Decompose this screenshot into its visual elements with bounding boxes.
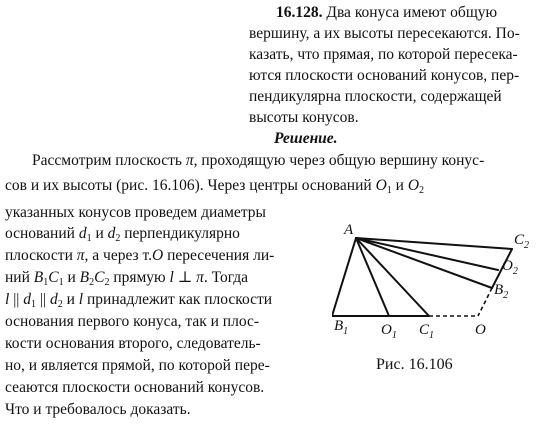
label-B1: $B_1$: [334, 318, 349, 337]
problem-line-2: вершину, а их высоты пересекаются. По-: [249, 25, 520, 42]
problem-line-1: [276, 3, 497, 22]
figure-caption: Рис. 16.106: [376, 356, 453, 373]
figure-16-106: [332, 218, 537, 348]
problem-number: 16.128.: [276, 4, 323, 21]
problem-line-5: пендикулярна плоскости, содержащей: [249, 88, 502, 105]
label-B2: $B_2$: [494, 282, 509, 301]
label-C1: $C_1$: [419, 322, 435, 341]
solution-line-4: оснований $d_1$ и $d_2$ перпендикулярно: [5, 225, 240, 244]
label-O1: $O_1$: [381, 322, 397, 341]
label-C2: $C_2$: [514, 232, 530, 251]
solution-line-7: l || $d_1$ || $d_2$ и l принадлежит как плоскости: [5, 291, 273, 310]
edge-A-O1: [356, 238, 389, 316]
solution-line-12: Что и требовалось доказать.: [5, 401, 191, 418]
problem-line-3: казать, что прямая, по которой пересека-: [249, 46, 518, 63]
problem-line-4: ются плоскости оснований конусов, пер-: [249, 67, 520, 84]
solution-heading: Решение.: [274, 130, 338, 147]
solution-line-2: сов и их высоты (рис. 16.106). Через центры оснований $O_1$ и $O_2$: [5, 177, 425, 196]
problem-text-1: Два конуса имеют общую: [326, 4, 498, 21]
solution-line-3: указанных конусов проведем диаметры: [5, 204, 266, 221]
solution-line-6: ний $B_1C_1$ и $B_2C_2$ прямую l ⊥ π. Тогда: [5, 269, 249, 288]
edge-A-B1: [332, 238, 356, 316]
problem-line-6: высоты конусов.: [249, 109, 359, 126]
edge-A-C1: [356, 238, 429, 316]
solution-line-8: основания первого конуса, так и плос-: [5, 313, 259, 330]
solution-line-10: но, и является прямой, по которой пере-: [5, 357, 270, 374]
label-O: O: [475, 322, 486, 338]
label-A: A: [344, 222, 354, 238]
solution-line-1: Рассмотрим плоскость π, проходящую через общую вершину конус-: [32, 152, 485, 169]
label-O2: $O_2$: [502, 258, 518, 277]
solution-line-5: плоскости π, а через т.O пересечения ли-: [5, 247, 275, 264]
dashed-B2-O: [478, 288, 492, 316]
solution-line-11: сеаются плоскости оснований конусов.: [5, 379, 265, 396]
solution-line-9: кости основания второго, следователь-: [5, 335, 261, 352]
